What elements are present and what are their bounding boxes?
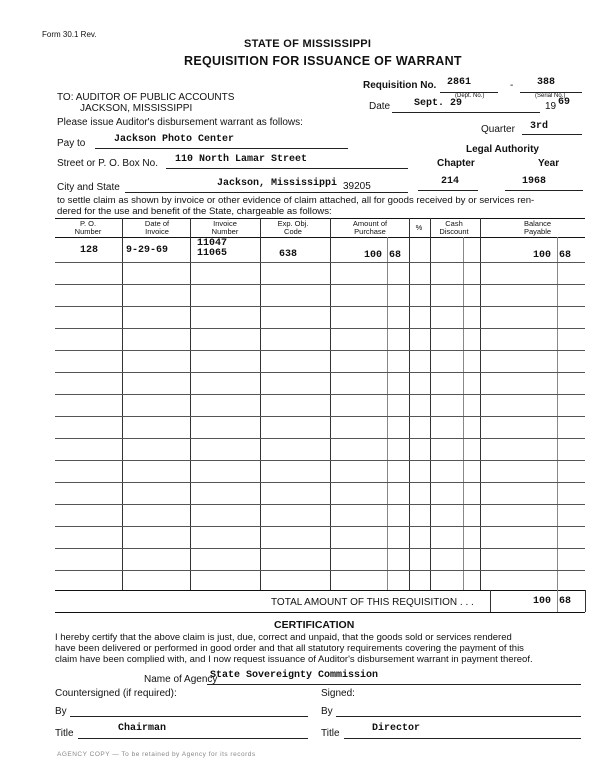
settle-text-1: to settle claim as shown by invoice or other evidence of claim attached, all for goods received by or services ren- [57, 195, 535, 206]
dept-caption: (Dept. No.) [455, 93, 485, 99]
zip-code: 39205 [343, 181, 371, 192]
cell-po: 128 [80, 245, 99, 256]
cell-invoice: 11047 11065 [197, 238, 228, 259]
quarter-label: Quarter [481, 124, 515, 135]
col-header-po: P. O. Number [74, 219, 102, 236]
col-header-cash: Cash Discount [439, 219, 469, 236]
col-header-exp: Exp. Obj. Code [277, 219, 309, 236]
footer-note: AGENCY COPY — To be retained by Agency for its records [57, 751, 256, 758]
requisition-dash: - [510, 80, 514, 91]
dept-number: 2861 [447, 77, 472, 88]
total-dollars: 100 [533, 596, 552, 607]
total-cents: 68 [559, 596, 572, 607]
date-label: Date [369, 101, 391, 112]
to-line-1: TO: AUDITOR OF PUBLIC ACCOUNTS [57, 92, 235, 103]
cell-balance-dollars: 100 [533, 250, 552, 261]
pay-to-label: Pay to [57, 138, 86, 149]
date-year-suffix: 69 [558, 97, 571, 108]
left-title-label: Title [55, 728, 74, 739]
certification-line-3: claim have been complied with, and I now request issuance of Auditor's disbursement warrant in payment thereof. [55, 654, 533, 665]
total-label: TOTAL AMOUNT OF THIS REQUISITION . . . [271, 597, 474, 608]
date-year-prefix: 19 [545, 101, 557, 112]
street-label: Street or P. O. Box No. [57, 158, 158, 169]
col-header-date: Date of Invoice [144, 219, 170, 236]
certification-line-1: I hereby certify that the above claim is just, due, correct and unpaid, that the goods sold or services rendered [55, 632, 512, 643]
certification-line-2: have been delivered or performed in good order and that all statutory requirements covering the payment of this [55, 643, 524, 654]
right-by-label: By [321, 706, 333, 717]
chapter-value: 214 [441, 176, 460, 187]
street-value: 110 North Lamar Street [175, 154, 308, 165]
to-line-2: JACKSON, MISSISSIPPI [80, 103, 193, 114]
certification-heading: CERTIFICATION [274, 619, 355, 631]
left-title-value: Chairman [118, 723, 167, 734]
left-by-label: By [55, 706, 67, 717]
year-label: Year [538, 158, 560, 169]
state-heading: STATE OF MISSISSIPPI [244, 38, 372, 50]
col-header-pct: % [415, 223, 423, 232]
cell-exp: 638 [279, 249, 298, 260]
form-number: Form 30.1 Rev. [42, 30, 97, 39]
signed-label: Signed: [321, 688, 355, 699]
cell-amount-cents: 68 [389, 250, 402, 261]
right-title-value: Director [372, 723, 421, 734]
serial-number: 388 [537, 77, 556, 88]
serial-caption: (Serial No.) [535, 93, 566, 99]
quarter-value: 3rd [530, 121, 549, 132]
agency-value: State Sovereignty Commission [210, 670, 379, 681]
legal-authority-label: Legal Authority [466, 144, 539, 155]
year-value: 1968 [522, 176, 547, 187]
pay-to-value: Jackson Photo Center [114, 134, 235, 145]
cell-balance-cents: 68 [559, 250, 572, 261]
requisition-label: Requisition No. [363, 80, 437, 91]
date-value: Sept. 29 [414, 98, 463, 109]
city-value: Jackson, Mississippi [217, 178, 338, 189]
col-header-amount: Amount of Purchase [352, 219, 388, 236]
countersigned-label: Countersigned (if required): [55, 688, 177, 699]
cell-date: 9-29-69 [126, 245, 169, 256]
instruction: Please issue Auditor's disbursement warrant as follows: [57, 117, 303, 128]
city-label: City and State [57, 182, 120, 193]
settle-text-2: dered for the use and benefit of the State, chargeable as follows: [57, 206, 332, 217]
chapter-label: Chapter [437, 158, 475, 169]
col-header-balance: Balance Payable [523, 219, 552, 236]
agency-label: Name of Agency [144, 674, 218, 685]
col-header-invoice: Invoice Number [211, 219, 239, 236]
form-title: REQUISITION FOR ISSUANCE OF WARRANT [184, 54, 462, 68]
right-title-label: Title [321, 728, 340, 739]
cell-amount-dollars: 100 [364, 250, 383, 261]
